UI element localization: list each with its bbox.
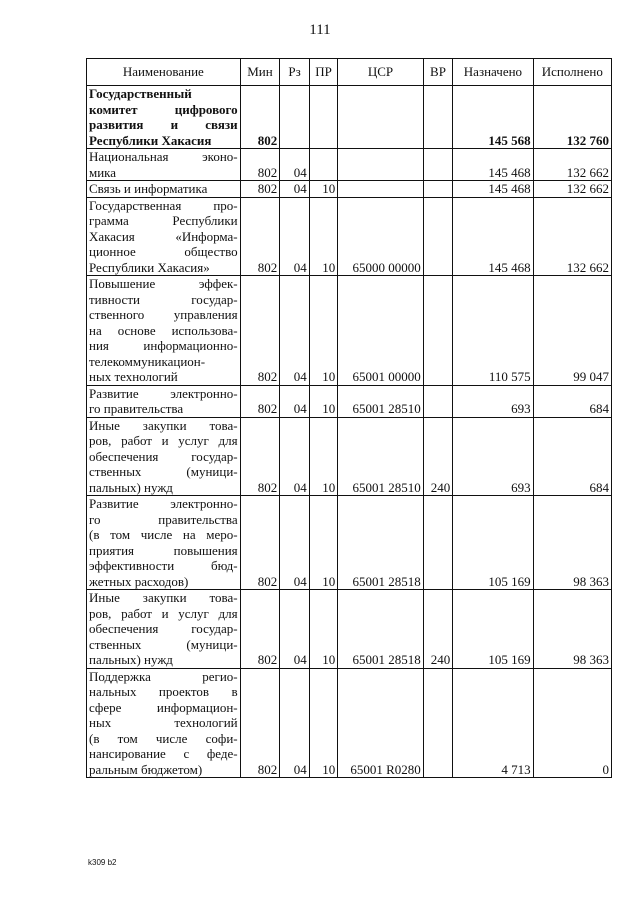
cell-executed: 132 662 (533, 181, 611, 198)
cell-min: 802 (240, 496, 280, 590)
row-name-line: ния информационно- (89, 338, 238, 353)
row-name-line: сфере информацион- (89, 699, 238, 715)
cell-min: 802 (240, 668, 280, 778)
row-name-line: пальных) нужд (89, 652, 173, 667)
cell-vr (423, 197, 453, 276)
table-row (87, 496, 612, 590)
row-name-line: Национальная эконо- (89, 149, 238, 164)
row-name-line: Поддержка регио- (89, 668, 238, 684)
cell-pr: 10 (309, 385, 337, 417)
cell-executed: 684 (533, 385, 611, 417)
cell-vr (423, 385, 453, 417)
cell-rz: 04 (280, 417, 310, 496)
row-name-line: Республики Хакасия» (89, 259, 210, 275)
row-name-line: Иные закупки това- (89, 417, 238, 433)
row-name-line: Республики Хакасия (89, 132, 212, 148)
cell-rz: 04 (280, 385, 310, 417)
cell-csr (338, 149, 423, 181)
cell-assigned: 145 568 (453, 86, 533, 149)
cell-csr: 65001 R0280 (338, 668, 423, 778)
row-name-line: нальных проектов в (89, 684, 238, 699)
row-name-line: обеспечения государ- (89, 621, 238, 636)
cell-rz: 04 (280, 276, 310, 386)
table-row (87, 86, 612, 149)
row-name (87, 86, 241, 149)
table-row (87, 590, 612, 669)
cell-pr (309, 86, 337, 149)
row-name-line: ционное общество (89, 244, 238, 259)
budget-table (86, 58, 612, 778)
row-name (87, 149, 241, 181)
cell-min: 802 (240, 197, 280, 276)
row-name-line: ных технологий (89, 369, 178, 384)
cell-min: 802 (240, 149, 280, 181)
cell-assigned: 105 169 (453, 590, 533, 669)
row-name (87, 417, 241, 496)
row-name-line: Повышение эффек- (89, 276, 238, 291)
row-name (87, 197, 241, 276)
cell-assigned: 4 713 (453, 668, 533, 778)
table-row (87, 197, 612, 276)
page-number: 111 (309, 22, 331, 38)
header-executed: Исполнено (533, 59, 611, 86)
cell-min: 802 (240, 590, 280, 669)
row-name-line: приятия повышения (89, 542, 238, 558)
table-row (87, 385, 612, 417)
cell-csr: 65001 28510 (338, 385, 423, 417)
cell-rz: 04 (280, 181, 310, 198)
header-vr: ВР (423, 59, 453, 86)
cell-min: 802 (240, 276, 280, 386)
row-name (87, 181, 241, 198)
cell-min: 802 (240, 181, 280, 198)
header-name: Наименование (87, 59, 241, 86)
cell-rz: 04 (280, 197, 310, 276)
row-name-line: пальных) нужд (89, 479, 173, 495)
row-name (87, 668, 241, 778)
cell-vr (423, 149, 453, 181)
cell-assigned: 693 (453, 417, 533, 496)
cell-pr: 10 (309, 417, 337, 496)
table-row (87, 276, 612, 386)
row-name (87, 496, 241, 590)
cell-assigned: 145 468 (453, 149, 533, 181)
table-row (87, 149, 612, 181)
cell-pr (309, 149, 337, 181)
cell-csr (338, 86, 423, 149)
row-name-line: го правительства (89, 511, 238, 527)
row-name-line: Хакасия «Информа- (89, 228, 238, 244)
cell-assigned: 693 (453, 385, 533, 417)
row-name-line: Развитие электронно- (89, 496, 238, 511)
cell-executed: 98 363 (533, 496, 611, 590)
header-csr: ЦСР (338, 59, 423, 86)
cell-csr: 65001 00000 (338, 276, 423, 386)
row-name (87, 276, 241, 386)
cell-executed: 99 047 (533, 276, 611, 386)
footer-code: k309 b2 (88, 858, 117, 867)
row-name-line: ров, работ и услуг для (89, 433, 238, 448)
cell-pr: 10 (309, 197, 337, 276)
cell-assigned: 145 468 (453, 197, 533, 276)
cell-rz: 04 (280, 149, 310, 181)
row-name-line: тивности государ- (89, 291, 238, 307)
cell-assigned: 110 575 (453, 276, 533, 386)
header-rz: Рз (280, 59, 310, 86)
cell-rz: 04 (280, 496, 310, 590)
row-name-line: (в том числе софи- (89, 730, 238, 746)
row-name-line: Государственный (89, 86, 192, 101)
cell-rz: 04 (280, 668, 310, 778)
cell-rz (280, 86, 310, 149)
cell-executed: 132 760 (533, 86, 611, 149)
cell-pr: 10 (309, 276, 337, 386)
row-name-line: развития и связи (89, 117, 238, 132)
cell-pr: 10 (309, 496, 337, 590)
cell-rz: 04 (280, 590, 310, 669)
row-name-line: ных технологий (89, 715, 238, 730)
header-assigned: Назначено (453, 59, 533, 86)
cell-executed: 0 (533, 668, 611, 778)
cell-executed: 98 363 (533, 590, 611, 669)
row-name-line: ственного управления (89, 307, 238, 322)
row-name-line: эффективности бюд- (89, 558, 238, 573)
cell-executed: 684 (533, 417, 611, 496)
row-name-line: телекоммуникацион- (89, 353, 206, 369)
row-name-line: го правительства (89, 401, 184, 416)
cell-pr: 10 (309, 590, 337, 669)
header-pr: ПР (309, 59, 337, 86)
row-name-line: ров, работ и услуг для (89, 605, 238, 621)
cell-vr (423, 496, 453, 590)
table-row (87, 668, 612, 778)
cell-pr: 10 (309, 668, 337, 778)
cell-executed: 132 662 (533, 197, 611, 276)
row-name-line: комитет цифрового (89, 101, 238, 117)
cell-vr (423, 181, 453, 198)
cell-vr (423, 668, 453, 778)
table-header-row (87, 59, 612, 86)
header-min: Мин (240, 59, 280, 86)
cell-min: 802 (240, 86, 280, 149)
row-name-line: ральным бюджетом) (89, 761, 203, 777)
row-name-line: Связь и информатика (89, 181, 208, 196)
cell-executed: 132 662 (533, 149, 611, 181)
row-name-line: Государственная про- (89, 197, 238, 213)
cell-vr (423, 276, 453, 386)
cell-min: 802 (240, 417, 280, 496)
table-row (87, 417, 612, 496)
row-name-line: (в том числе на меро- (89, 527, 238, 542)
row-name (87, 590, 241, 669)
row-name-line: нансирование с феде- (89, 746, 238, 761)
row-name-line: Развитие электронно- (89, 385, 238, 401)
row-name-line: Иные закупки това- (89, 590, 238, 605)
cell-pr: 10 (309, 181, 337, 198)
cell-min: 802 (240, 385, 280, 417)
cell-csr: 65001 28510 (338, 417, 423, 496)
table-body (87, 86, 612, 778)
row-name-line: на основе использова- (89, 322, 238, 338)
row-name-line: обеспечения государ- (89, 448, 238, 464)
row-name-line: ственных (муници- (89, 636, 238, 652)
cell-vr: 240 (423, 590, 453, 669)
cell-csr: 65001 28518 (338, 496, 423, 590)
cell-csr: 65001 28518 (338, 590, 423, 669)
row-name-line: ственных (муници- (89, 464, 238, 479)
cell-assigned: 145 468 (453, 181, 533, 198)
table-row (87, 181, 612, 198)
row-name-line: грамма Республики (89, 213, 238, 228)
cell-vr (423, 86, 453, 149)
cell-assigned: 105 169 (453, 496, 533, 590)
row-name (87, 385, 241, 417)
cell-csr: 65000 00000 (338, 197, 423, 276)
row-name-line: мика (89, 164, 117, 180)
row-name-line: жетных расходов) (89, 573, 189, 589)
cell-csr (338, 181, 423, 198)
cell-vr: 240 (423, 417, 453, 496)
